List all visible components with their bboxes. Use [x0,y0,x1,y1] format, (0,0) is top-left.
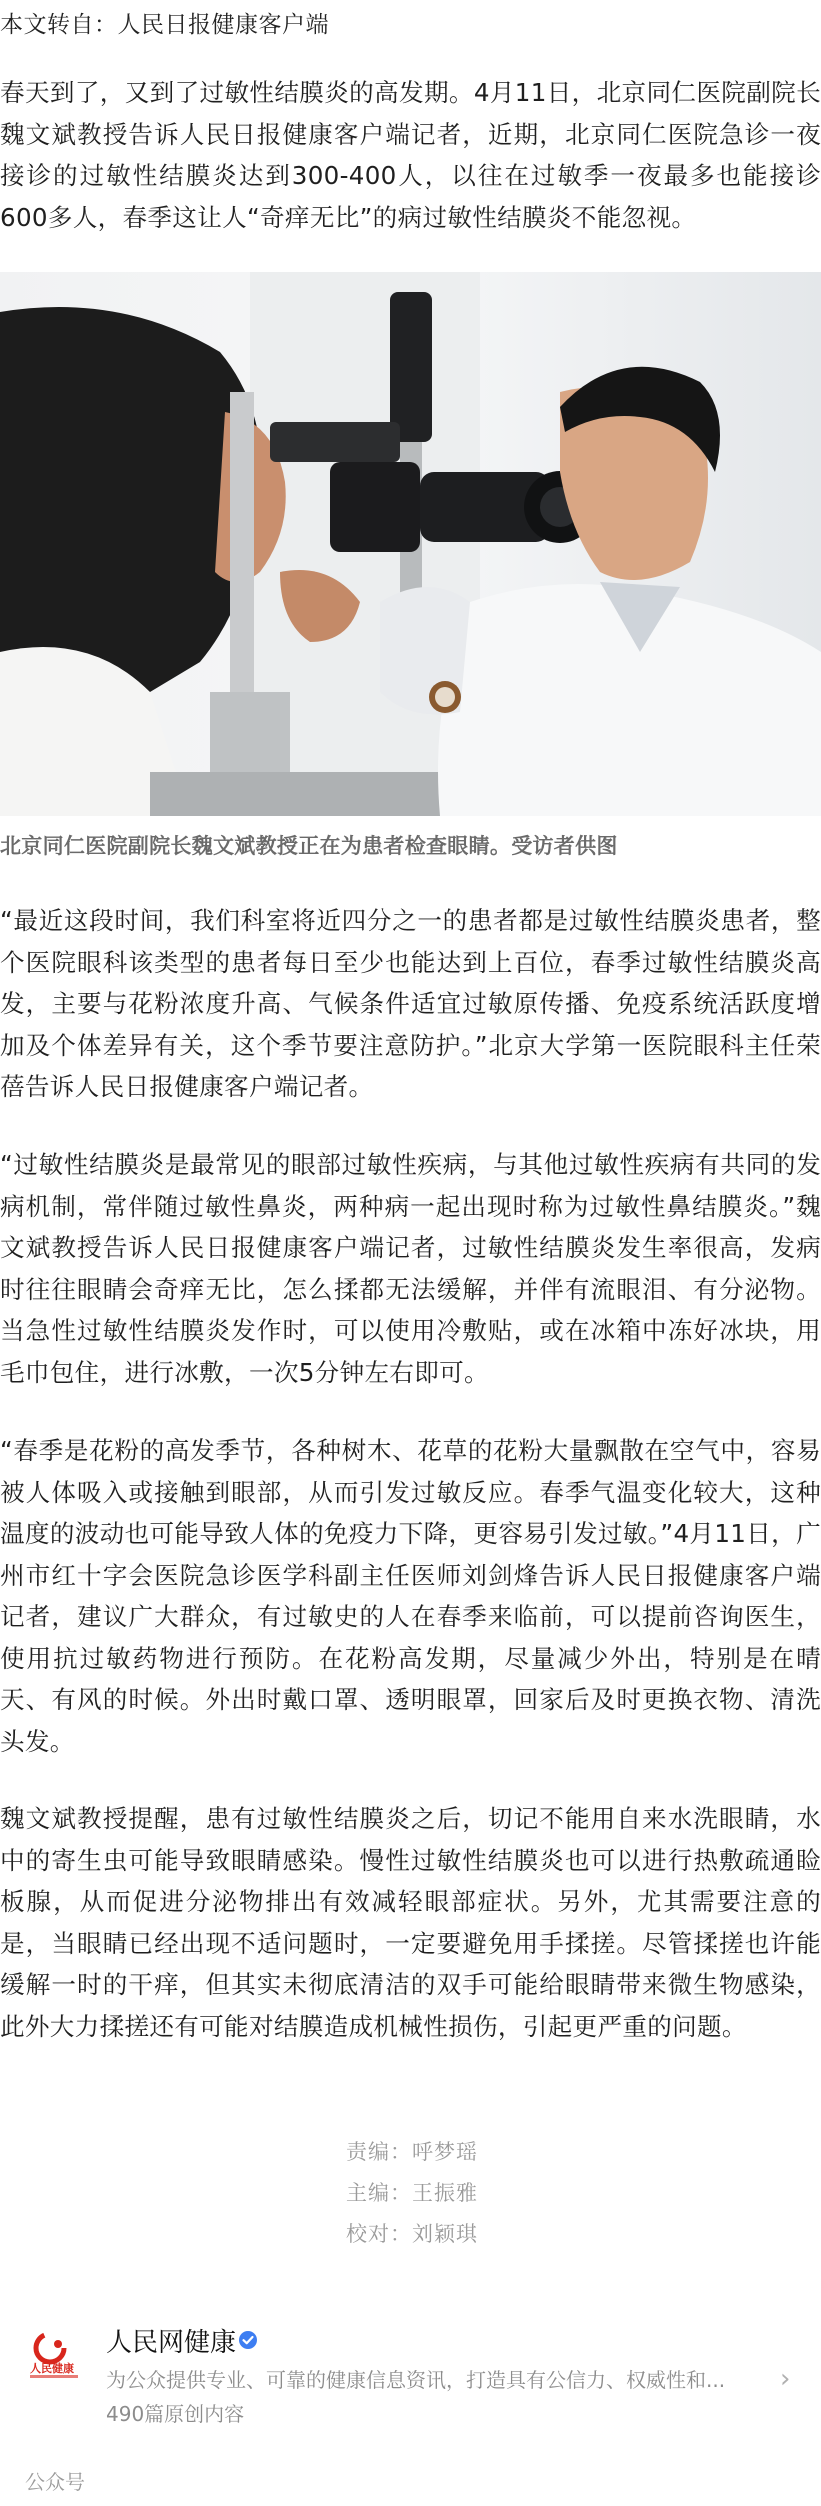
account-name[interactable]: 人民网健康 [106,2328,237,2358]
paragraph-5: 魏文斌教授提醒，患有过敏性结膜炎之后，切记不能用自来水洗眼睛，水中的寄生虫可能导致眼睛感染。慢性过敏性结膜炎也可以进行热敷疏通睑板腺，从而促进分泌物排出有效减轻眼部症状。另外，尤其需要注意的是，当眼睛已经出现不适问题时，一定要避免用手揉搓。尽管揉搓也许能缓解一时的干痒，但其实未彻底清洁的双手可能给眼睛带来微生物感染，此外大力揉搓还有可能对结膜造成机械性损伤，引起更严重的问题。 [0,1804,821,2041]
paragraph-1: 春天到了，又到了过敏性结膜炎的高发期。4月11日，北京同仁医院副院长魏文斌教授告诉人民日报健康客户端记者，近期，北京同仁医院急诊一夜接诊的过敏性结膜炎达到300-400人，以往在过敏季一夜最多也能接诊600多人，春季这让人“奇痒无比”的病过敏性结膜炎不能忽视。 [0,78,821,232]
article-photo[interactable] [0,272,821,816]
chevron-right-icon[interactable]: › [780,2364,791,2394]
paragraph-4: “春季是花粉的高发季节，各种树木、花草的花粉大量飘散在空气中，容易被人体吸入或接触到眼部，从而引发过敏反应。春季气温变化较大，这种温度的波动也可能导致人体的免疫力下降，更容易引发过敏。”4月11日，广州市红十字会医院急诊医学科副主任医师刘剑烽告诉人民日报健康客户端记者，建议广大群众，有过敏史的人在春季来临前，可以提前咨询医生，使用抗过敏药物进行预防。在花粉高发期，尽量减少外出，特别是在晴天、有风的时候。外出时戴口罩、透明眼罩，回家后及时更换衣物、清洗头发。 [0,1436,821,1756]
paragraph-3: “过敏性结膜炎是最常见的眼部过敏性疾病，与其他过敏性疾病有共同的发病机制，常伴随过敏性鼻炎，两种病一起出现时称为过敏性鼻结膜炎。”魏文斌教授告诉人民日报健康客户端记者，过敏性结膜炎发生率很高，发病时往往眼睛会奇痒无比，怎么揉都无法缓解，并伴有流眼泪、有分泌物。当急性过敏性结膜炎发作时，可以使用冷敷贴，或在冰箱中冻好冰块，用毛巾包住，进行冰敷，一次5分钟左右即可。 [0,1150,821,1387]
source-line: 本文转自：人民日报健康客户端 [0,12,329,38]
paragraph-2: “最近这段时间，我们科室将近四分之一的患者都是过敏性结膜炎患者，整个医院眼科该类型的患者每日至少也能达到上百位，春季过敏性结膜炎高发，主要与花粉浓度升高、气候条件适宜过敏原传播、免疫系统活跃度增加及个体差异有关，这个季节要注意防护。”北京大学第一医院眼科主任荣蓓告诉人民日报健康客户端记者。 [0,906,821,1101]
svg-text:人民健康: 人民健康 [30,2362,74,2375]
original-count: 490篇原创内容 [106,2402,245,2426]
footer-label: 公众号 [25,2470,85,2494]
verified-badge-icon [238,2330,258,2350]
account-card[interactable] [0,2300,821,2450]
photo-caption: 北京同仁医院副院长魏文斌教授正在为患者检查眼睛。受访者供图 [0,834,618,858]
account-logo [28,2330,80,2382]
eye-exam-photo [0,272,821,816]
account-description: 为公众提供专业、可靠的健康信息资讯，打造具有公信力、权威性和... [106,2368,726,2392]
proofreader-credit: 校对：刘颖琪 [346,2222,478,2246]
chief-editor-credit: 主编：王振雅 [346,2181,478,2205]
editor-credit: 责编：呼梦瑶 [346,2140,478,2164]
